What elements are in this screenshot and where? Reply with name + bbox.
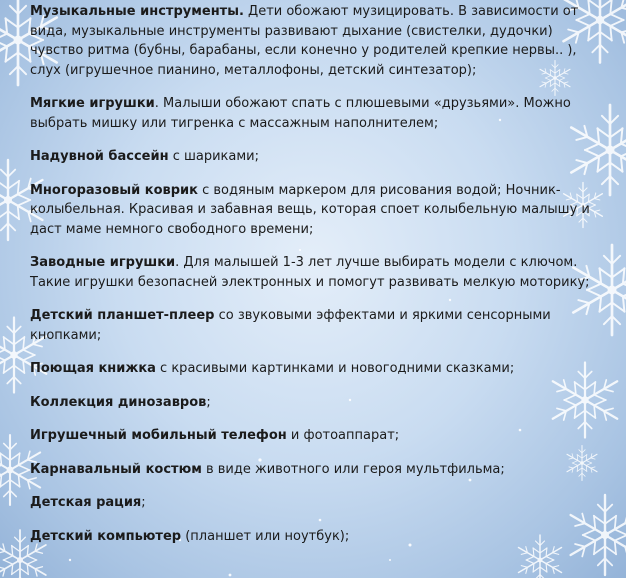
item-title: Игрушечный мобильный телефон — [30, 428, 287, 443]
item-description: и фотоаппарат; — [286, 428, 400, 443]
gift-list — [30, 2, 610, 560]
item-title: Поющая книжка — [30, 361, 156, 376]
list-item — [30, 306, 610, 345]
item-description: . Малыши обожают спать с плюшевыми «друзьями». Можно выбрать мишку или тигренка с массажным наполнителем; — [30, 96, 571, 131]
list-item — [30, 2, 610, 80]
item-description: с красивыми картинками и новогодними сказками; — [155, 361, 515, 376]
item-description: ; — [141, 495, 146, 510]
list-item — [30, 527, 610, 547]
item-description: . Для малышей 1-3 лет лучше выбирать модели с ключом. Такие игрушки безопасней электронных и помогут развивать мелкую моторику; — [30, 255, 590, 290]
list-item — [30, 147, 610, 167]
list-item — [30, 253, 610, 292]
item-title: Детская рация — [30, 495, 142, 510]
list-item — [30, 393, 610, 413]
list-item — [30, 181, 610, 240]
item-title: Детский компьютер — [30, 528, 182, 544]
item-description: со звуковыми эффектами и яркими сенсорными кнопками; — [30, 308, 551, 343]
item-description: ; — [206, 394, 211, 410]
item-title: Надувной бассейн — [30, 149, 169, 164]
item-title: Детский планшет-плеер — [30, 308, 215, 323]
item-title: Мягкие игрушки — [30, 96, 155, 111]
list-item — [30, 460, 610, 480]
list-item — [30, 426, 610, 446]
list-item — [30, 493, 610, 513]
item-title: Карнавальный костюм — [30, 461, 202, 477]
item-title: Многоразовый коврик — [30, 182, 198, 198]
item-description: с шариками; — [168, 149, 260, 164]
item-description: Дети обожают музицировать. В зависимости от вида, музыкальные инструменты развивают дыхание (свистелки, дудочки) чувство ритма (бубны, барабаны, если конечно у родителей крепкие нервы.. ), слух (игрушечное пианино, металлофоны, детский синтезатор); — [30, 4, 579, 78]
list-item — [30, 94, 610, 133]
item-description: с водяным маркером для рисования водой; Ночник-колыбельная. Красивая и забавная вещь, которая споет колыбельную малышу и даст маме немного свободного времени; — [30, 182, 590, 237]
item-description: в виде животного или героя мультфильма; — [201, 461, 505, 477]
list-item — [30, 359, 610, 379]
item-title: Музыкальные инструменты. — [30, 4, 244, 19]
item-title: Коллекция динозавров — [30, 394, 207, 410]
item-title: Заводные игрушки — [30, 255, 176, 270]
item-description: (планшет или ноутбук); — [181, 528, 350, 544]
